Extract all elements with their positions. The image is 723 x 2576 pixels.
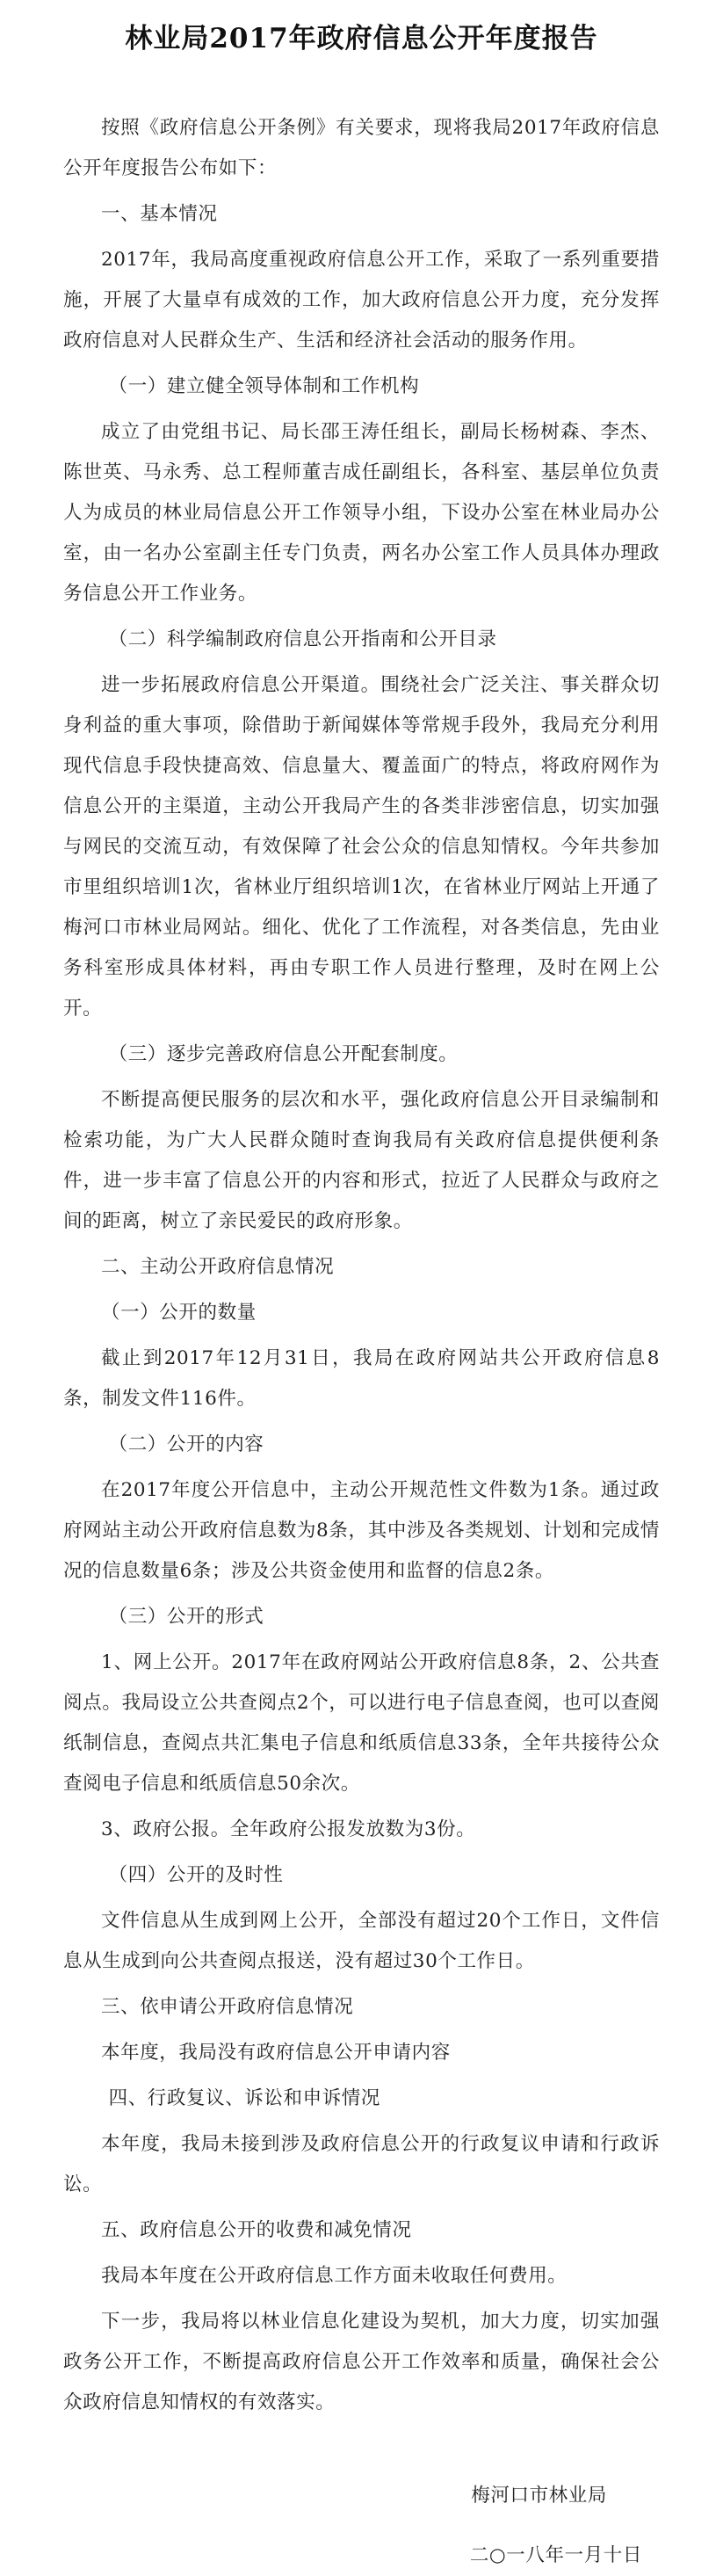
section-5-paragraph-2: 下一步，我局将以林业信息化建设为契机，加大力度，切实加强政务公开工作，不断提高政府信息公开工作效率和质量，确保社会公众政府信息知情权的有效落实。 <box>63 2311 660 2413</box>
intro-paragraph: 按照《政府信息公开条例》有关要求，现将我局2017年政府信息公开年度报告公布如下： <box>63 117 660 179</box>
section-4-paragraph: 本年度，我局未接到涉及政府信息公开的行政复议申请和行政诉讼。 <box>63 2133 660 2195</box>
section-1-heading: 一、基本情况 <box>101 203 218 225</box>
section-2-sub-3-heading: （三）公开的形式 <box>108 1606 264 1628</box>
section-2-sub-2-heading: （二）公开的内容 <box>108 1433 264 1455</box>
report-title: 林业局2017年政府信息公开年度报告 <box>125 23 598 54</box>
section-5-paragraph-1: 我局本年度在公开政府信息工作方面未收取任何费用。 <box>101 2265 568 2287</box>
section-1-sub-3-heading: （三）逐步完善政府信息公开配套制度。 <box>108 1043 459 1065</box>
section-1-paragraph: 2017年，我局高度重视政府信息公开工作，采取了一系列重要措施，开展了大量卓有成效的工作，加大政府信息公开力度，充分发挥政府信息对人民群众生产、生活和经济社会活动的服务作用。 <box>63 249 660 352</box>
section-1-sub-1-heading: （一）建立健全领导体制和工作机构 <box>108 375 420 397</box>
section-2-sub-2-paragraph: 在2017年度公开信息中，主动公开规范性文件数为1条。通过政府网站主动公开政府信息数为8条，其中涉及各类规划、计划和完成情况的信息数量6条；涉及公共资金使用和监督的信息2条。 <box>63 1479 660 1582</box>
section-2-heading: 二、主动公开政府信息情况 <box>101 1256 335 1278</box>
signature-org: 梅河口市林业局 <box>471 2485 607 2507</box>
section-2-sub-4-heading: （四）公开的及时性 <box>108 1864 284 1886</box>
section-1-sub-1-paragraph: 成立了由党组书记、局长邵王涛任组长，副局长杨树森、李杰、陈世英、马永秀、总工程师董吉成任副组长，各科室、基层单位负责人为成员的林业局信息公开工作领导小组，下设办公室在林业局办公室，由一名办公室副主任专门负责，两名办公室工作人员具体办理政务信息公开工作业务。 <box>63 421 660 605</box>
section-2-sub-4-paragraph: 文件信息从生成到网上公开，全部没有超过20个工作日，文件信息从生成到向公共查阅点报送，没有超过30个工作日。 <box>63 1910 660 1972</box>
section-1-sub-3-paragraph: 不断提高便民服务的层次和水平，强化政府信息公开目录编制和检索功能，为广大人民群众随时查询我局有关政府信息提供便利条件，进一步丰富了信息公开的内容和形式，拉近了人民群众与政府之间的距离，树立了亲民爱民的政府形象。 <box>63 1089 660 1232</box>
section-2-sub-3-paragraph-1: 1、网上公开。2017年在政府网站公开政府信息8条，2、公共查阅点。我局设立公共查阅点2个，可以进行电子信息查阅，也可以查阅纸制信息，查阅点共汇集电子信息和纸质信息33条，全年共接待公众查阅电子信息和纸质信息50余次。 <box>63 1651 660 1795</box>
section-4-heading: 四、行政复议、诉讼和申诉情况 <box>108 2087 380 2109</box>
section-1-sub-2-paragraph: 进一步拓展政府信息公开渠道。围绕社会广泛关注、事关群众切身利益的重大事项，除借助于新闻媒体等常规手段外，我局充分利用现代信息手段快捷高效、信息量大、覆盖面广的特点，将政府网作为信息公开的主渠道，主动公开我局产生的各类非涉密信息，切实加强与网民的交流互动，有效保障了社会公众的信息知情权。今年共参加市里组织培训1次，省林业厅组织培训1次，在省林业厅网站上开通了梅河口市林业局网站。细化、优化了工作流程，对各类信息，先由业务科室形成具体材料，再由专职工作人员进行整理，及时在网上公开。 <box>63 674 660 1020</box>
section-3-paragraph: 本年度，我局没有政府信息公开申请内容 <box>101 2042 451 2064</box>
section-5-heading: 五、政府信息公开的收费和减免情况 <box>101 2219 412 2241</box>
section-3-heading: 三、依申请公开政府信息情况 <box>101 1996 354 2018</box>
signature-block <box>63 2476 660 2576</box>
section-2-sub-1-paragraph: 截止到2017年12月31日，我局在政府网站共公开政府信息8条，制发文件116件。 <box>63 1347 660 1410</box>
section-2-sub-1-heading: （一）公开的数量 <box>101 1302 257 1324</box>
section-2-sub-3-paragraph-2: 3、政府公报。全年政府公报发放数为3份。 <box>101 1818 476 1840</box>
signature-date: 二○一八年一月十日 <box>469 2543 642 2566</box>
section-1-sub-2-heading: （二）科学编制政府信息公开指南和公开目录 <box>108 628 497 650</box>
